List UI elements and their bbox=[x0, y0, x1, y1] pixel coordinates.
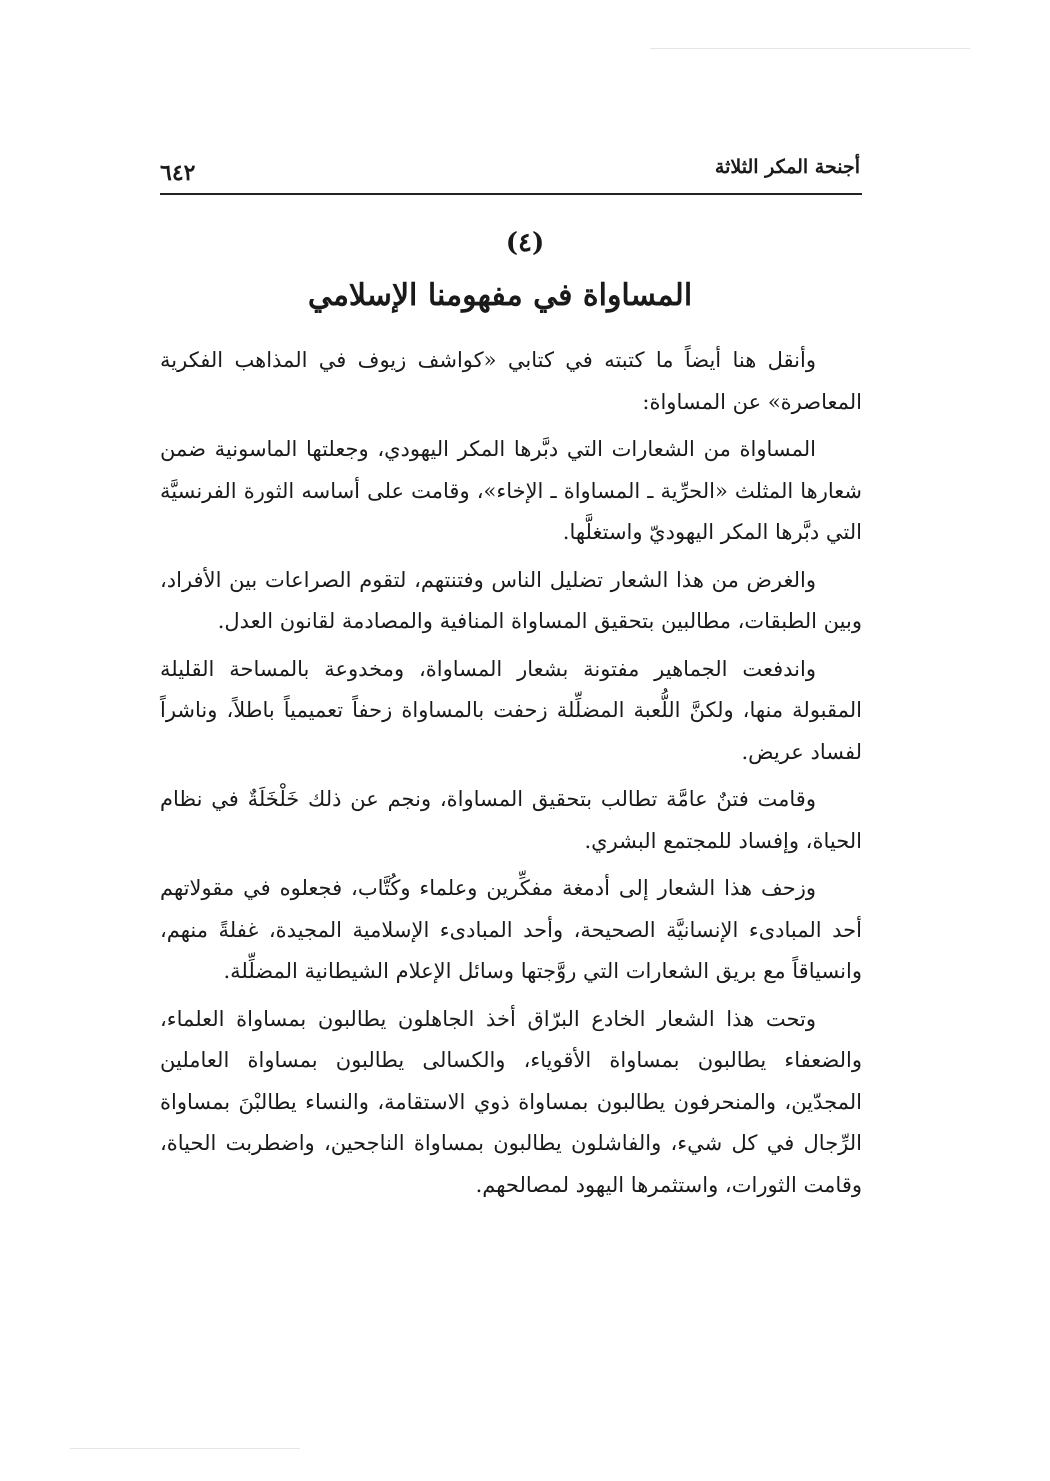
section-title: المساواة في مفهومنا الإسلامي bbox=[307, 278, 693, 313]
paragraph: المساواة من الشعارات التي دبَّرها المكر اليهودي، وجعلتها الماسونية ضمن شعارها المثلث «الحرِّية ـ المساواة ـ الإخاء»، وقامت على أساسه الثورة الفرنسيَّة التي دبَّرها المكر اليهوديّ واستغلَّها. bbox=[160, 437, 862, 544]
paragraph: وأنقل هنا أيضاً ما كتبته في كتابي «كواشف زيوف في المذاهب الفكرية المعاصرة» عن المساواة: bbox=[160, 348, 862, 414]
page-header bbox=[160, 150, 860, 192]
paragraph: وزحف هذا الشعار إلى أدمغة مفكِّرين وعلماء وكُتَّاب، فجعلوه في مقولاتهم أحد المبادىء الإنسانيَّة الصحيحة، وأحد المبادىء الإسلامية المجيدة، غفلةً منهم، وانسياقاً مع بريق الشعارات التي روَّجتها وسائل الإعلام الشيطانية المضلِّلة. bbox=[160, 876, 862, 983]
body-text bbox=[160, 340, 862, 1212]
scan-speck bbox=[70, 1448, 300, 1449]
section-number: (٤) bbox=[505, 228, 545, 258]
scan-speck bbox=[650, 48, 970, 49]
page-number: ٦٤٢ bbox=[160, 160, 196, 186]
paragraph: وتحت هذا الشعار الخادع البرّاق أخذ الجاهلون يطالبون بمساواة العلماء، والضعفاء يطالبون بمساواة الأقوياء، والكسالى يطالبون بمساواة العاملين المجدّين، والمنحرفون يطالبون بمساواة ذوي الاستقامة، والنساء يطالبْنَ بمساواة الرِّجال في كل شيء، والفاشلون يطالبون بمساواة الناجحين، واضطربت الحياة، وقامت الثورات، واستثمرها اليهود لمصالحهم. bbox=[160, 1006, 862, 1197]
header-rule bbox=[160, 193, 862, 195]
running-title: أجنحة المكر الثلاثة bbox=[714, 156, 860, 178]
paragraph: وقامت فتنٌ عامَّة تطالب بتحقيق المساواة، ونجم عن ذلك خَلْخَلَةٌ في نظام الحياة، وإفساد للمجتمع البشري. bbox=[160, 787, 862, 853]
paragraph: والغرض من هذا الشعار تضليل الناس وفتنتهم، لتقوم الصراعات بين الأفراد، وبين الطبقات، مطالبين بتحقيق المساواة المنافية والمصادمة لقانون العدل. bbox=[160, 567, 862, 633]
paragraph: واندفعت الجماهير مفتونة بشعار المساواة، ومخدوعة بالمساحة القليلة المقبولة منها، ولكنَّ اللُّعبة المضلِّلة زحفت بالمساواة زحفاً تعميمياً باطلاً، وناشراً لفساد عريض. bbox=[160, 656, 862, 764]
